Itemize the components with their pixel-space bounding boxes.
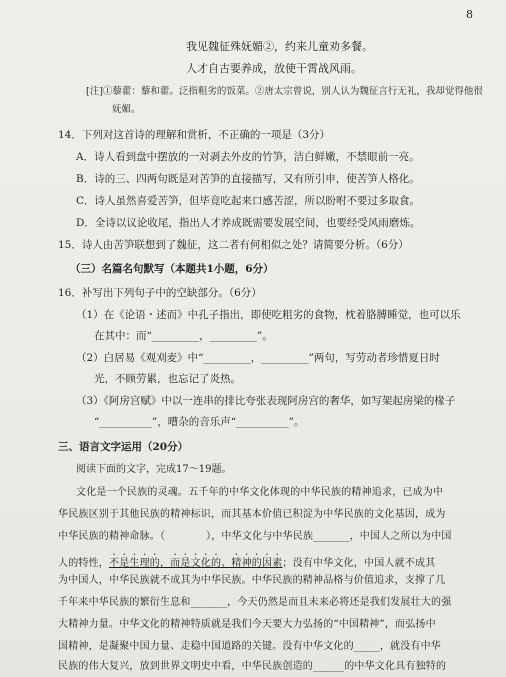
passage-line-3-text-a: 中华民族的精神命脉。（ ），中华文化与中华民族 [58, 531, 314, 542]
passage-line-6 [58, 596, 451, 610]
passage-line-4 [58, 552, 435, 571]
question-16-part-3: （3）《阿房宫赋》中以一连串的排比夸张表现阿房宫的奢华，如写架起房梁的椽子 [76, 395, 456, 407]
passage-line-6-text-b: ，今天仍然是而且未来必将还是我们发展壮大的强 [227, 597, 452, 608]
question-16-part-1-blank: 在其中：而“_________，_________”。 [94, 330, 273, 342]
poem-line-2: 人才自古要养成，放使干霄战风雨。 [186, 62, 362, 75]
section-3-heading: （三）名篇名句默写（本题共1小题，6分） [70, 263, 274, 275]
passage-line-9 [58, 660, 446, 674]
passage-line-9-text-a: 民族的伟大复兴，放到世界文明史中看，中华民族创造的 [58, 661, 313, 672]
question-16-part-1: （1）在《论语・述而》中孔子指出，即使吃粗劣的食物，枕着胳膊睡觉，也可以乐 [76, 309, 461, 321]
annotation-line-1: [注]①藜藿：藜和藿。泛指粗劣的饭菜。②唐太宗曾说，别人认为魏征言行无礼，我却觉得他很 [86, 86, 483, 97]
passage-line-8 [58, 640, 441, 654]
passage-line-5: 为中国人，中华民族就不成其为中华民族。中华民族的精神品格与价值追求，支撑了几 [58, 575, 446, 586]
passage-line-6-text-a: 千年来中华民族的繁衍生息和 [58, 597, 191, 608]
question-14-option-b: B．诗的三、四两句既是对苦笋的直接描写，又有所引申，使苦笋人格化。 [76, 173, 420, 185]
passage-line-1: 文化是一个民族的灵魂。五千年的中华文化体现的中华民族的精神追求，已成为中 [76, 487, 444, 498]
question-16-stem: 16．补写出下列句子中的空缺部分。（6分） [58, 287, 262, 299]
blank-d: ______ [313, 661, 345, 672]
question-14-option-a: A．诗人看到盘中摆放的一对剥去外皮的竹笋，洁白鲜嫩，不禁眼前一亮。 [76, 151, 420, 163]
question-14-option-d: D．全诗以议论收尾，指出人才养成既需要发展空间，也要经受风雨磨炼。 [76, 217, 421, 229]
reading-instruction: 阅读下面的文字，完成17～19题。 [76, 464, 232, 475]
passage-line-7: 大精神力量。中华文化的精神特质就是我们今天要大力弘扬的“中国精神”，而弘扬中 [58, 619, 436, 630]
passage-line-8-text-b: ，就没有中华 [379, 641, 442, 652]
question-14-option-c: C．诗人虽然喜爱苦笋，但毕竟吃起来口感苦涩，所以盼咐不要过多取食。 [76, 195, 421, 207]
passage-line-2: 华民族区别于其他民族的精神标识，而其基本价值已积淀为中华民族的文化基因，成为 [58, 509, 446, 520]
passage-line-4-text-b: ；没有中华文化，中国人就不成其 [282, 558, 436, 569]
blank-c: _____ [353, 641, 380, 652]
passage-line-9-text-b: 的中华文化具有独特的 [344, 661, 447, 672]
page-number: 8 [466, 8, 473, 21]
emphasized-sentence: 不是生理的，而是文化的、精神的因素 [109, 558, 283, 569]
blank-a: _______ [313, 531, 350, 542]
passage-line-4-text-a: 人的特性， [58, 558, 109, 569]
blank-b: _______ [190, 597, 228, 608]
question-16-part-2: （2）白居易《观刈麦》中“_________，_________”两句，写劳动者珍惜夏日时 [76, 352, 440, 364]
question-16-part-3-blank: “__________”，嘈杂的音乐声“__________”。 [94, 416, 305, 428]
passage-line-3 [58, 530, 452, 544]
passage-line-8-text-a: 国精神，是凝聚中国力量、走稳中国道路的关键。没有中华文化的 [58, 641, 354, 652]
passage-line-3-text-b: ，中国人之所以为中国 [349, 531, 452, 542]
question-14-stem: 14．下列对这首诗的理解和赏析，不正确的一项是（3分） [58, 129, 331, 141]
poem-line-1: 我见魏征殊妩媚②，约来儿童劝多餐。 [186, 40, 373, 53]
annotation-line-2: 妩媚。 [112, 104, 141, 115]
question-16-part-2-cont: 光，不顾劳累，也忘记了炎热。 [94, 373, 241, 385]
part-3-heading: 三、语言文字运用（20分） [58, 441, 189, 453]
question-15: 15．诗人由苦笋联想到了魏征，这二者有何相似之处？请简要分析。（6分） [58, 239, 409, 251]
